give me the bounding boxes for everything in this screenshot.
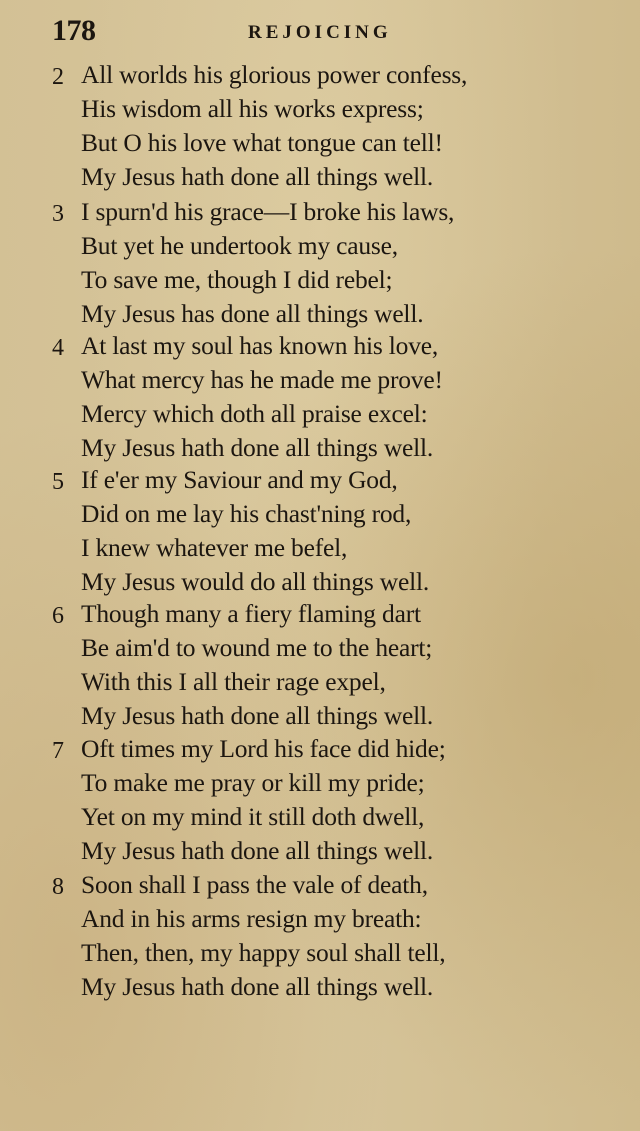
- verse-line: Then, then, my happy soul shall tell,: [81, 938, 446, 967]
- verse-line: If e'er my Saviour and my God,: [81, 465, 398, 494]
- verse-line: Be aim'd to wound me to the heart;: [81, 633, 433, 662]
- verse-line: I spurn'd his grace—I broke his laws,: [81, 197, 455, 226]
- verse-line: To save me, though I did rebel;: [81, 265, 393, 294]
- stanza-number: 4: [52, 335, 64, 361]
- verse-line: Soon shall I pass the vale of death,: [81, 870, 428, 899]
- verse-line: Did on me lay his chast'ning rod,: [81, 499, 412, 528]
- verse-line: My Jesus hath done all things well.: [81, 972, 434, 1001]
- verse-line: My Jesus would do all things well.: [81, 567, 430, 596]
- verse-line: At last my soul has known his love,: [81, 331, 439, 360]
- stanza-number: 6: [52, 603, 64, 629]
- verse-line: My Jesus hath done all things well.: [81, 701, 434, 730]
- verse-line: But O his love what tongue can tell!: [81, 128, 443, 157]
- verse-line: Oft times my Lord his face did hide;: [81, 734, 446, 763]
- verse-line: With this I all their rage expel,: [81, 667, 386, 696]
- page-header: [52, 14, 572, 54]
- verse-line: All worlds his glorious power confess,: [81, 60, 468, 89]
- stanza-number: 5: [52, 469, 64, 495]
- page-number: 178: [52, 14, 96, 47]
- verse-line: But yet he undertook my cause,: [81, 231, 398, 260]
- verse-line: What mercy has he made me prove!: [81, 365, 443, 394]
- verse-line: His wisdom all his works express;: [81, 94, 424, 123]
- verse-line: My Jesus hath done all things well.: [81, 162, 434, 191]
- verse-line: Though many a fiery flaming dart: [81, 599, 421, 628]
- verse-line: My Jesus has done all things well.: [81, 299, 424, 328]
- verse-line: Yet on my mind it still doth dwell,: [81, 802, 425, 831]
- stanza-number: 8: [52, 874, 64, 900]
- verse-line: My Jesus hath done all things well.: [81, 433, 434, 462]
- stanza-number: 2: [52, 64, 64, 90]
- stanza-number: 3: [52, 201, 64, 227]
- verse-line: I knew whatever me befel,: [81, 533, 348, 562]
- running-title: REJOICING: [248, 22, 392, 43]
- verse-line: And in his arms resign my breath:: [81, 904, 422, 933]
- stanza-number: 7: [52, 738, 64, 764]
- verse-line: My Jesus hath done all things well.: [81, 836, 434, 865]
- verse-line: Mercy which doth all praise excel:: [81, 399, 428, 428]
- verse-line: To make me pray or kill my pride;: [81, 768, 425, 797]
